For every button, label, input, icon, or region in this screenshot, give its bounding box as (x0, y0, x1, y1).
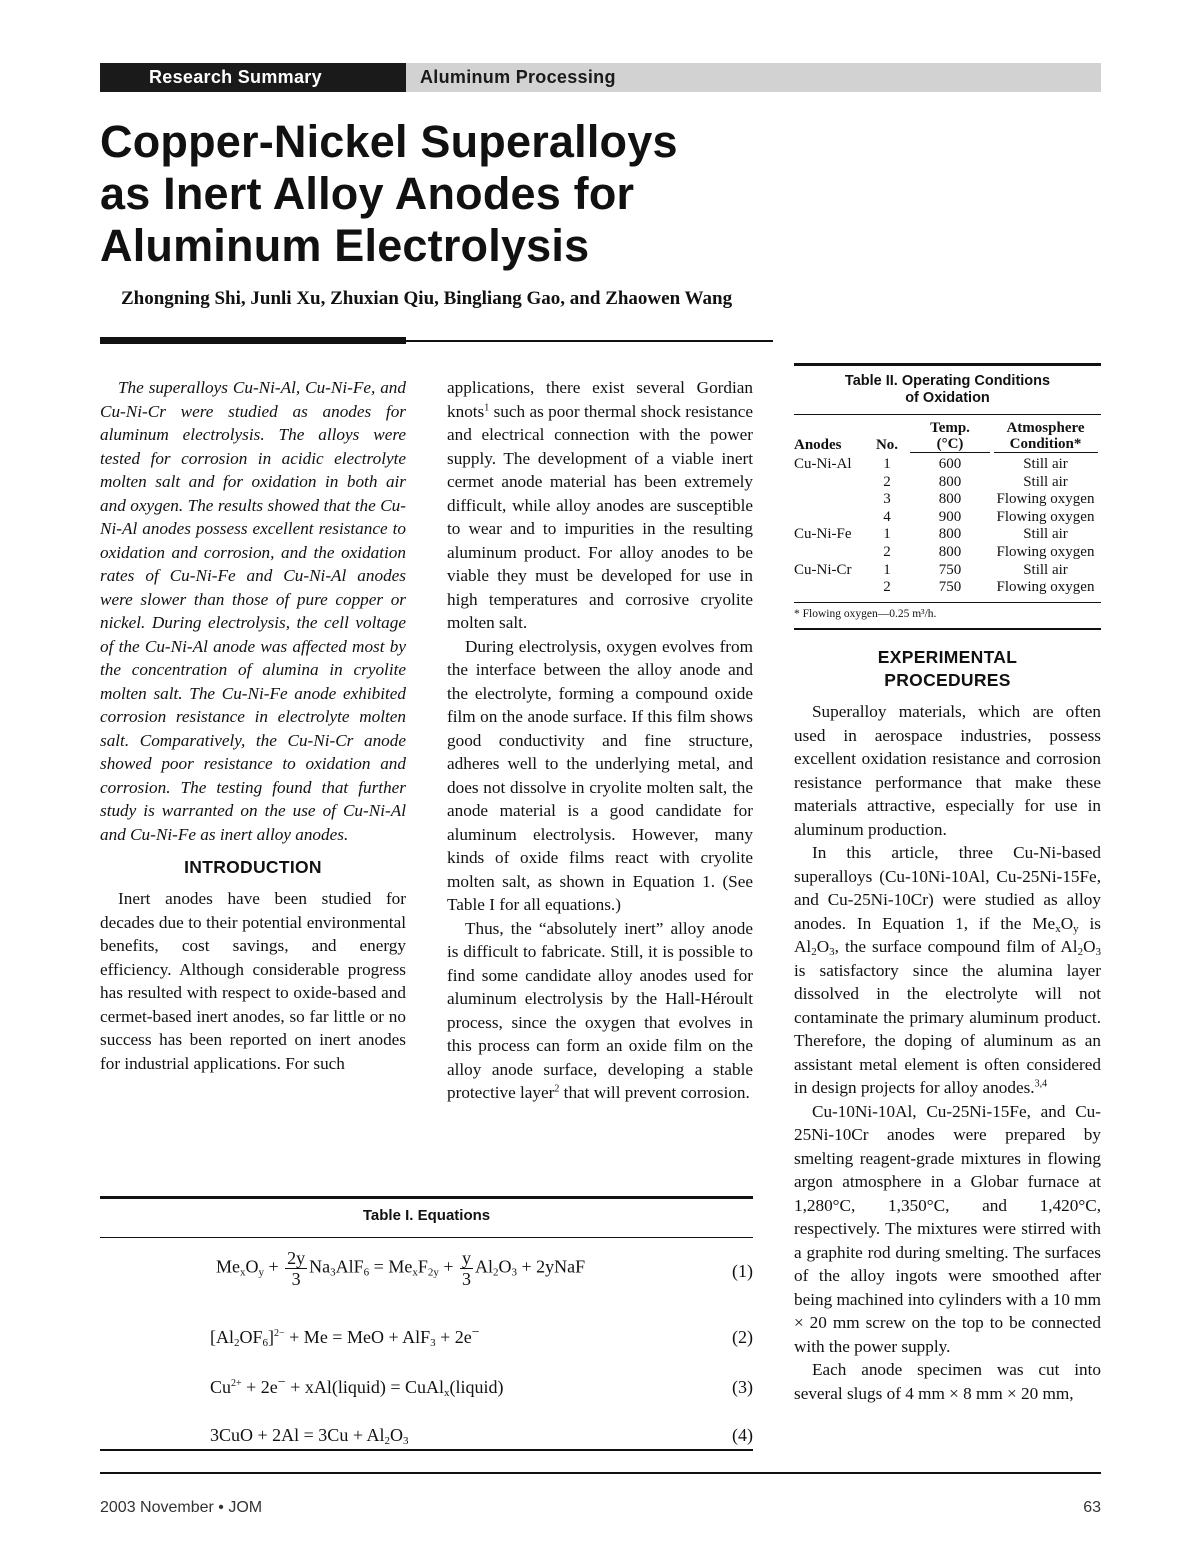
title-line-2: as Inert Alloy Anodes for (100, 168, 635, 219)
exp-paragraph-2: In this article, three Cu-Ni-based superalloys (Cu-10Ni-10Al, Cu-25Ni-15Fe, and Cu-25Ni-10Cr) were studied as alloy anodes. In Equation 1, if the $Me_xO_y$ is $Al_2O_3$, the surface compound film of $Al_2O_3$ is satisfactory since the alumina layer dissolved in the electrolyte will not contaminate the primary aluminum product. Therefore, the doping of aluminum as an assistant metal element is often considered in design projects for alloy anodes.$^{3,4}$ (794, 843, 1101, 1097)
exp-paragraph-4: Each anode specimen was cut into several slugs of 4 mm × 8 mm × 20 mm, (794, 1360, 1101, 1403)
equation-1-number: (1) (732, 1261, 753, 1281)
col2-paragraph-3: Thus, the “absolutely inert” alloy anode is difficult to fabricate. Still, it is possible to find some candidate alloy anodes used for aluminum electrolysis by the Hall-Héroult process, since the oxygen that evolves in this process can form an oxide film on the alloy anode surface, developing a stable protective layer$^2$ that will prevent corrosion. (447, 918, 753, 1102)
table-row: Cu-Ni-Al 1 600 Still air (794, 456, 1068, 472)
col-header-atmosphere: Atmosphere Condition* (990, 415, 1101, 456)
title-line-1: Copper-Nickel Superalloys (100, 116, 678, 167)
page-number: 63 (1083, 1499, 1101, 1516)
equation-3-number: (3) (732, 1377, 753, 1397)
table2-title: Table II. Operating Conditions of Oxidation (844, 373, 1051, 406)
table2-grid (794, 415, 1101, 597)
footer-journal: 2003 November • JOM (100, 1499, 263, 1516)
abstract: The superalloys Cu-Ni-Al, Cu-Ni-Fe, and Cu-Ni-Cr were studied as anodes for aluminum electrolysis. The alloys were tested for corrosion in acidic electrolyte molten salt and for oxidation in both air and oxygen. The results showed that the Cu-Ni-Al anodes possess excellent resistance to oxidation and corrosion, and the oxidation rates of Cu-Ni-Fe and Cu-Ni-Al anodes were slower than those of pure copper or nickel. During electrolysis, the cell voltage of the Cu-Ni-Al anode was affected most by the concentration of alumina in cryolite molten salt. The Cu-Ni-Fe anode exhibited corrosion resistance in electrolyte molten salt. Comparatively, the Cu-Ni-Cr anode showed poor resistance to oxidation and corrosion. The testing found that further study is warranted on the use of Cu-Ni-Al and Cu-Ni-Fe as inert alloy anodes. (100, 378, 406, 844)
reference-2: 2 (554, 1083, 560, 1095)
title-rule-thick (100, 337, 406, 344)
table1-title: Table I. Equations (362, 1207, 491, 1224)
equation-4: $3CuO + 2Al = 3Cu + Al_2O_3$ (210, 1425, 409, 1447)
reference-1: 1 (484, 401, 490, 413)
exp-paragraph-1: Superalloy materials, which are often used in aerospace industries, possess excellent oxidation resistance and corrosion resistance performance that make these materials attractive, especially for use in aluminum production. (794, 702, 1101, 839)
section-label: Research Summary (100, 63, 406, 92)
column-3 (794, 646, 1101, 1405)
introduction-heading: INTRODUCTION (184, 857, 322, 877)
table-row: 2 750 Flowing oxygen (883, 579, 1095, 596)
authors: Zhongning Shi, Junli Xu, Zhuxian Qiu, Bingliang Gao, and Zhaowen Wang (121, 288, 733, 309)
title-line-3: Aluminum Electrolysis (100, 220, 590, 271)
topic-label: Aluminum Processing (420, 67, 616, 87)
exp-paragraph-3: Cu-10Ni-10Al, Cu-25Ni-15Fe, and Cu-25Ni-10Cr anodes were prepared by smelting reagent-grade mixtures in flowing argon atmosphere in a Globar furnace at 1,280°C, 1,350°C, and 1,420°C, respectively. The mixtures were stirred with a graphite rod during smelting. The surfaces of the alloy ingots were smoothed after being machined into cylinders with a 10 mm × 20 mm screw on the top to be connected with the power supply. (794, 1101, 1101, 1356)
table-row: 2 800 Still air (883, 473, 1068, 490)
equation-2: $[Al_2OF_6]^{2-} + Me$ = MeO + AlF$_3$ + 2e− (210, 1325, 480, 1349)
table1-bottom-rule (100, 1449, 753, 1451)
equation-3: $Cu^{2+} + 2e^-$ + xAl(liquid) = CuAl$_x$(liquid) (210, 1375, 504, 1399)
table2 (794, 363, 1101, 630)
intro-paragraph-1: Inert anodes have been studied for decades due to their potential environmental benefits, cost savings, and energy efficiency. Although considerable progress has resulted with respect to oxide-based and cermet-based inert anodes, so far little or no success has been reported on inert anodes for industrial applications. For such (100, 889, 406, 1073)
header-bar (100, 63, 1101, 92)
col2-paragraph-2: During electrolysis, oxygen evolves from the interface between the alloy anode and the electrolyte, forming a compound oxide film on the anode surface. If this film shows good conductivity and fine structure, adheres well to the underlying metal, and does not dissolve in cryolite molten salt, the anode material is a good candidate for aluminum electrolysis. However, many kinds of oxide films react with cryolite molten salt, as shown in Equation 1. (See Table I for all equations.) (447, 636, 753, 914)
table-row: Cu-Ni-Cr 1 750 Still air (794, 561, 1068, 578)
title-rule-thin (406, 340, 773, 342)
col2-paragraph-1: applications, there exist several Gordian knots$^1$ such as poor thermal shock resistance and electrical connection with the power supply. The development of a viable inert cermet anode material has been extremely difficult, while alloy anodes are susceptible to wear and to impurities in the resulting aluminum product. For alloy anodes to be viable they must be developed for use in high temperatures and corrosive cryolite molten salt. (447, 378, 753, 632)
equation-1: $Me_xO_y$ + $\frac{2y}{3}$ $Na_3AlF_6 = Me_xF_{2y}$ + $\frac{y}{3}$ $Al_2O_3$ + 2yNaF (216, 1248, 586, 1289)
table-row: 2 800 Flowing oxygen (883, 543, 1095, 560)
experimental-heading: EXPERIMENTAL PROCEDURES (877, 647, 1018, 690)
table-row: 4 900 Flowing oxygen (883, 508, 1095, 525)
article-title (100, 116, 1000, 272)
footer-rule (100, 1472, 1101, 1474)
column-2 (447, 376, 753, 1105)
table-row: Cu-Ni-Fe 1 800 Still air (794, 526, 1068, 543)
table1-header-rule (100, 1237, 753, 1238)
equation-4-number: (4) (732, 1425, 753, 1445)
table2-bottom-rule (794, 628, 1101, 630)
column-1 (100, 376, 406, 1075)
table2-footnote: * Flowing oxygen—0.25 m³/h. (794, 607, 937, 620)
col-header-anodes: Anodes (794, 437, 842, 453)
col-header-no: No. (875, 437, 899, 453)
table-row: 3 800 Flowing oxygen (883, 491, 1095, 508)
table1-top-rule (100, 1196, 753, 1199)
equation-2-number: (2) (732, 1327, 753, 1347)
col-header-temp: Temp. (°C) (910, 415, 990, 456)
